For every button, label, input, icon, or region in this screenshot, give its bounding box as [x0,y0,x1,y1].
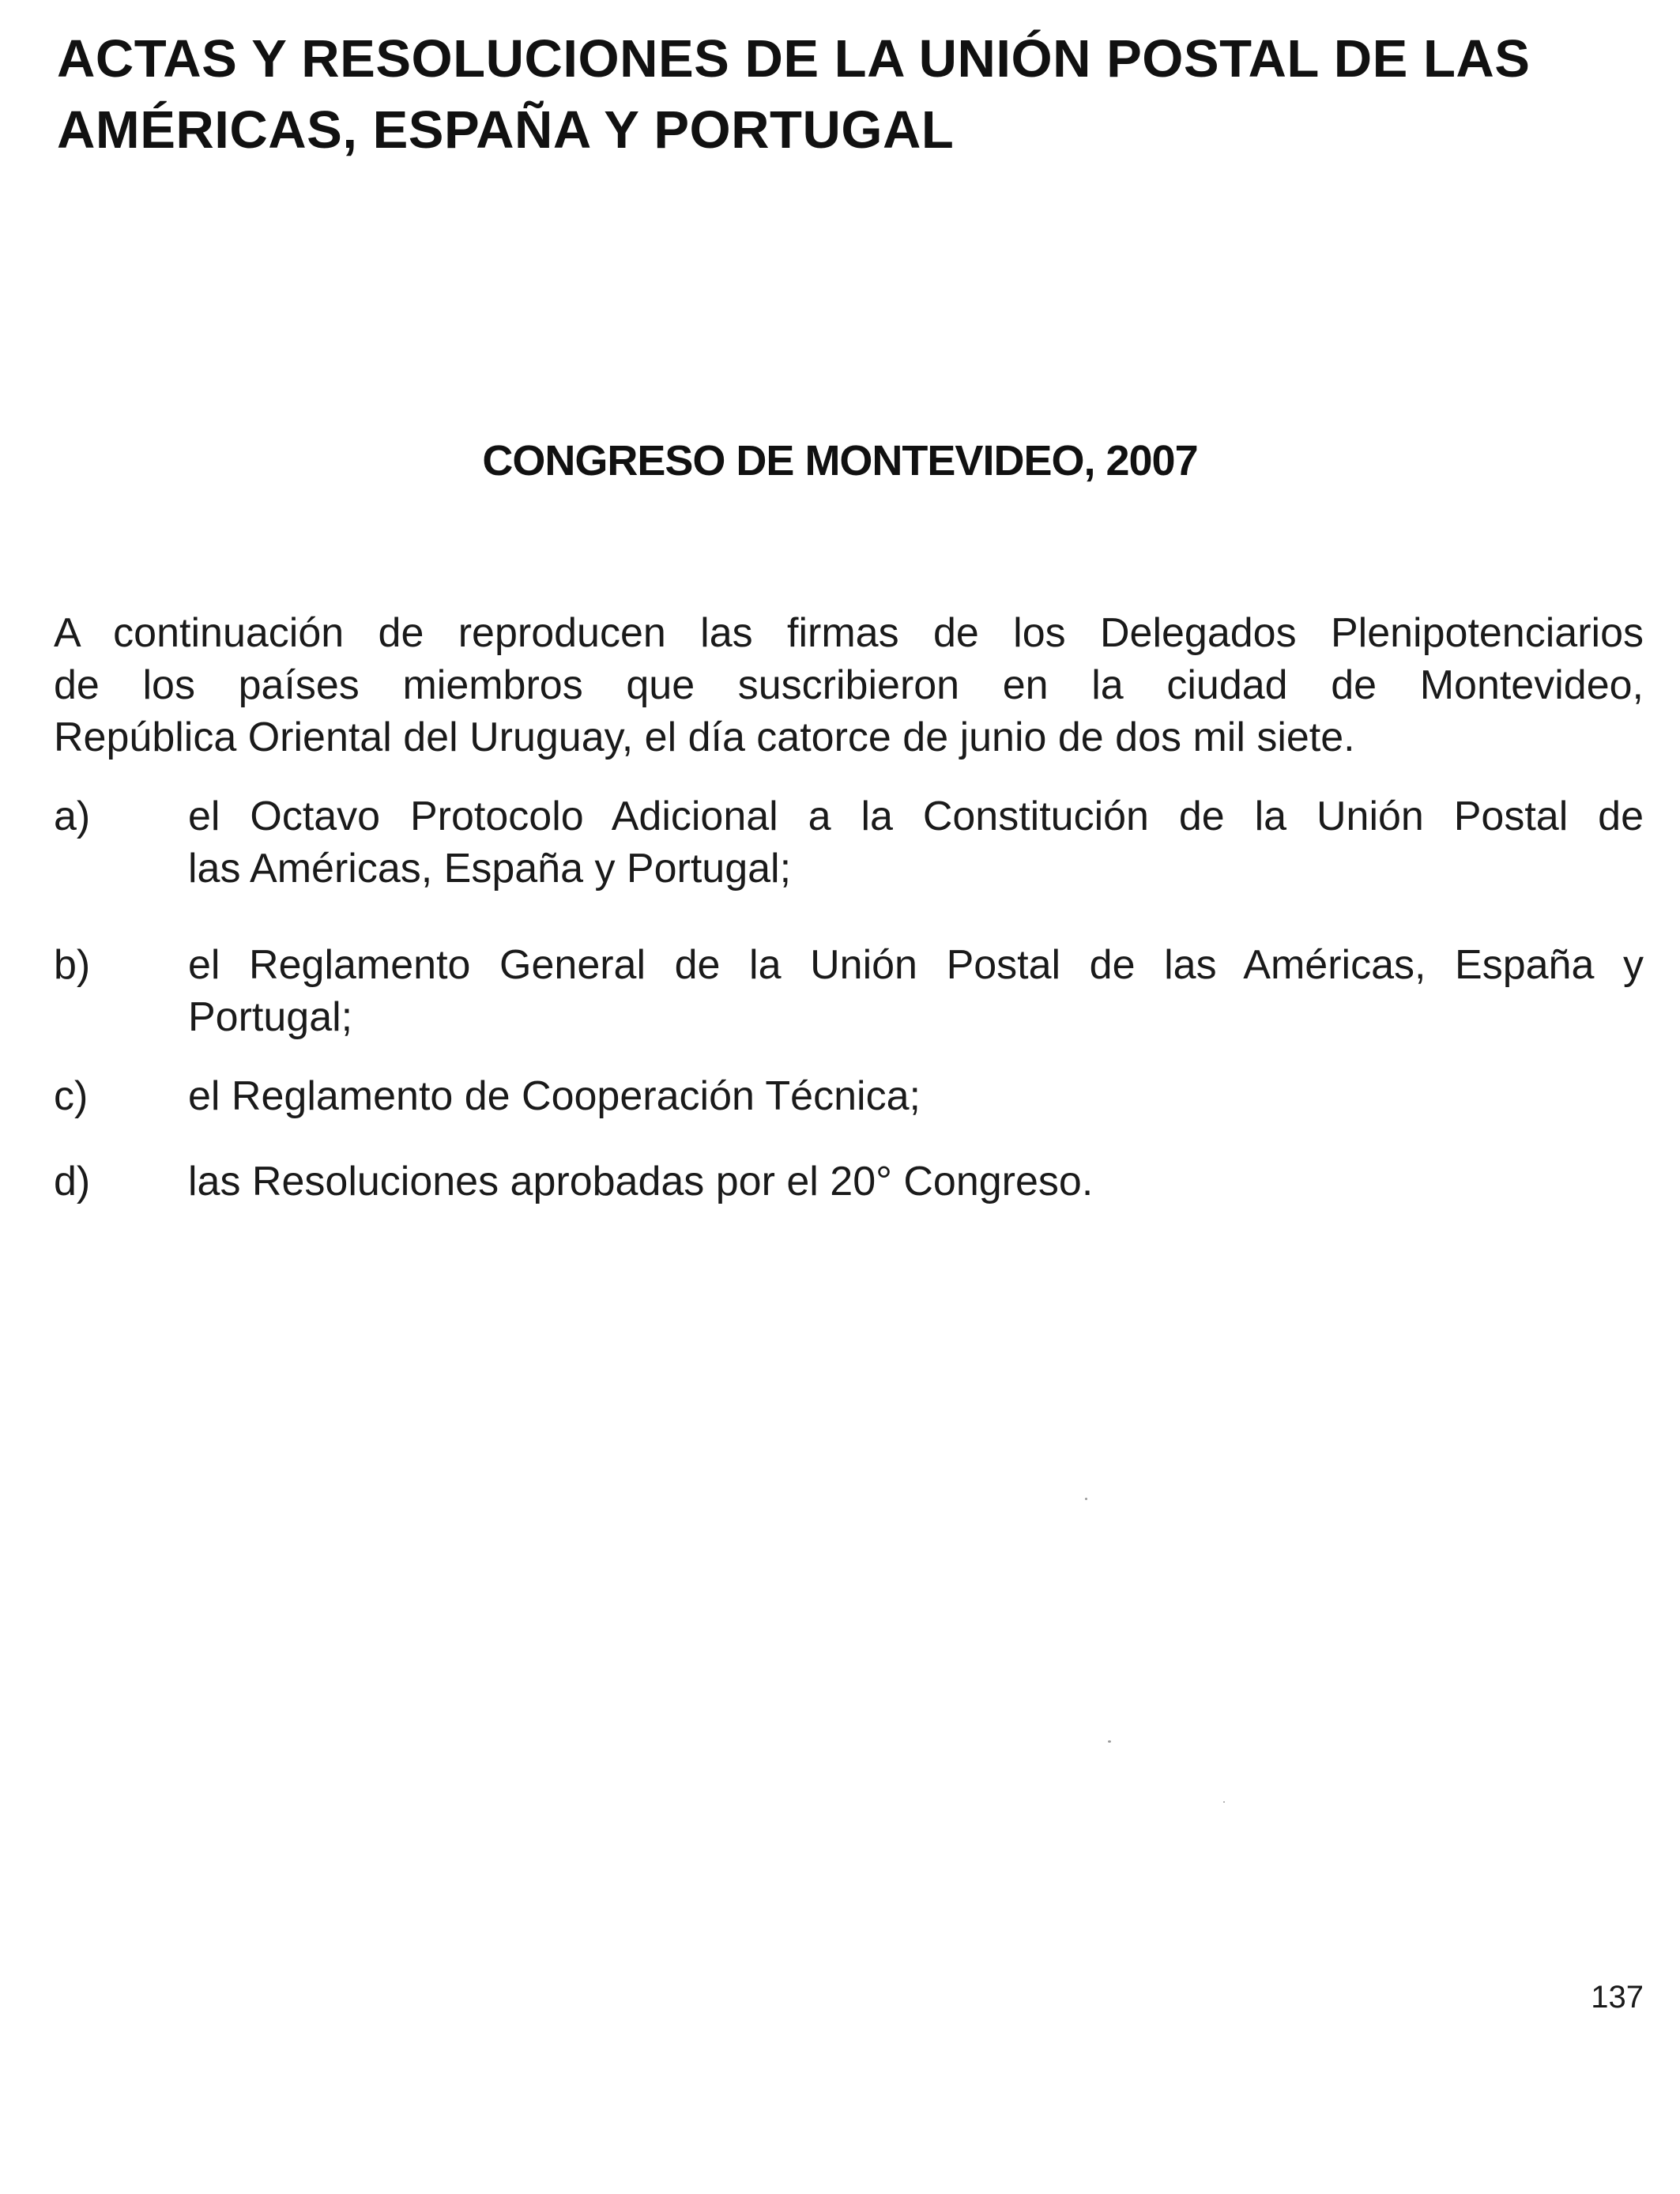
intro-line-1: A continuación de reproducen las firmas de los Delegados Plenipotenciarios [54,610,1644,656]
intro-paragraph [54,607,1644,763]
document-title [57,24,1669,166]
page-number: 137 [1591,1980,1644,2015]
document-title-line-1: ACTAS Y RESOLUCIONES DE LA UNIÓN POSTAL DE LAS [57,29,1531,89]
list-item-line: las Américas, España y Portugal; [188,846,792,892]
list-item-letter: b) [54,942,91,988]
list-item-letter: c) [54,1073,89,1119]
list-item-text [188,1155,1644,1208]
list-item-letter: d) [54,1159,91,1204]
congress-subtitle: CONGRESO DE MONTEVIDEO, 2007 [482,437,1198,484]
scan-speck [1223,1801,1225,1803]
list-item-text [188,939,1644,1043]
document-title-line-2: AMÉRICAS, ESPAÑA Y PORTUGAL [57,100,955,160]
list-item-line: Portugal; [188,994,353,1040]
list-item-text [188,1070,1644,1122]
list-item-line: el Octavo Protocolo Adicional a la Constitución de la Unión Postal de [188,794,1644,839]
intro-line-3: República Oriental del Uruguay, el día catorce de junio de dos mil siete. [54,714,1355,760]
list-item-line: el Reglamento de Cooperación Técnica; [188,1073,921,1119]
list-item-letter: a) [54,794,91,839]
list-item-text [188,790,1644,895]
intro-line-2: de los países miembros que suscribieron en la ciudad de Montevideo, [54,662,1644,708]
scan-speck [1108,1740,1111,1743]
list-item-line: las Resoluciones aprobadas por el 20° Congreso. [188,1159,1094,1204]
scan-speck [1085,1498,1087,1500]
list-item-line: el Reglamento General de la Unión Postal de las Américas, España y [188,942,1644,988]
